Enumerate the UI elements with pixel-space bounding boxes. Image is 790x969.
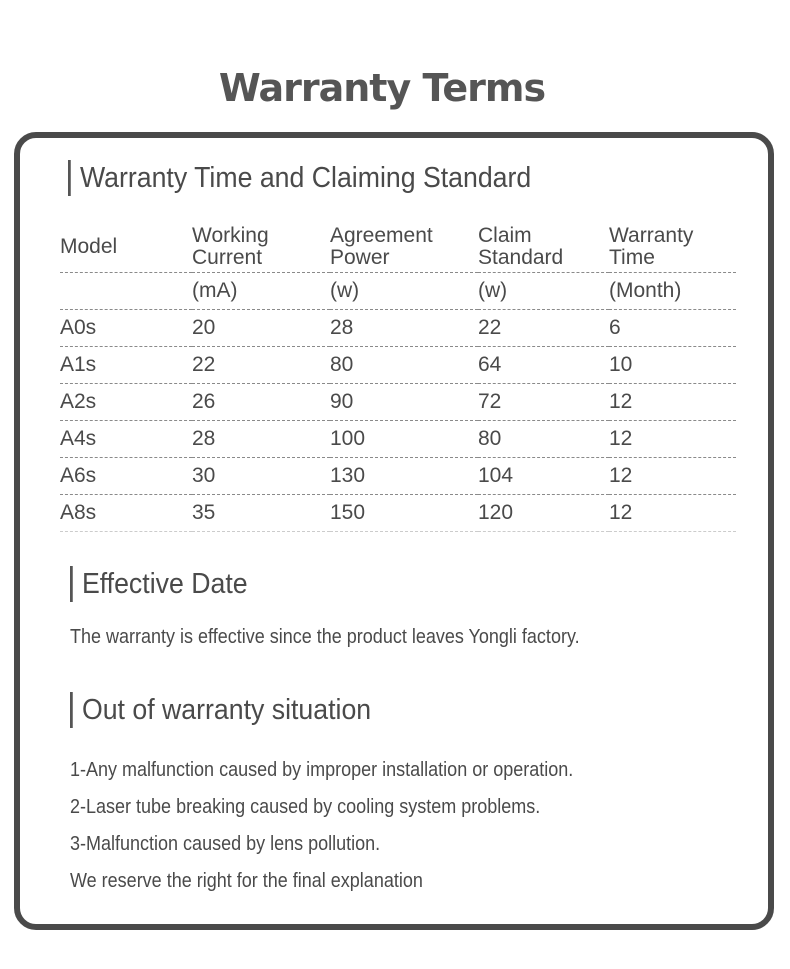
header-claim-standard: Claim Standard <box>478 222 609 273</box>
list-item: We reserve the right for the final explanation <box>70 870 423 892</box>
cell-warranty-time: 12 <box>609 458 736 495</box>
cell-working-current: 30 <box>192 458 330 495</box>
table-row <box>60 458 736 495</box>
table-row <box>60 310 736 347</box>
cell-agreement-power: 90 <box>330 384 478 421</box>
list-item: 1-Any malfunction caused by improper installation or operation. <box>70 759 574 781</box>
header-warranty-time: Warranty Time <box>609 222 736 273</box>
unit-agreement-power: (w) <box>330 273 478 310</box>
unit-working-current: (mA) <box>192 273 330 310</box>
cell-agreement-power: 150 <box>330 495 478 532</box>
unit-warranty-time: (Month) <box>609 273 736 310</box>
cell-working-current: 28 <box>192 421 330 458</box>
cell-model: A4s <box>60 421 192 458</box>
header-model: Model <box>60 222 192 273</box>
cell-working-current: 20 <box>192 310 330 347</box>
list-item: 2-Laser tube breaking caused by cooling system problems. <box>70 796 541 818</box>
unit-claim-standard: (w) <box>478 273 609 310</box>
cell-agreement-power: 100 <box>330 421 478 458</box>
cell-warranty-time: 10 <box>609 347 736 384</box>
list-item: 3-Malfunction caused by lens pollution. <box>70 833 381 855</box>
warranty-card <box>14 132 774 930</box>
cell-model: A1s <box>60 347 192 384</box>
cell-warranty-time: 12 <box>609 495 736 532</box>
cell-claim-standard: 22 <box>478 310 609 347</box>
cell-agreement-power: 28 <box>330 310 478 347</box>
cell-agreement-power: 80 <box>330 347 478 384</box>
section-heading-effective-date: Effective Date <box>70 566 248 602</box>
cell-agreement-power: 130 <box>330 458 478 495</box>
table-row <box>60 347 736 384</box>
table-row <box>60 421 736 458</box>
cell-claim-standard: 72 <box>478 384 609 421</box>
section-heading-standard: Warranty Time and Claiming Standard <box>68 160 531 196</box>
header-working-current: Working Current <box>192 222 330 273</box>
cell-claim-standard: 80 <box>478 421 609 458</box>
table-header-row <box>60 222 736 273</box>
table-row <box>60 495 736 532</box>
warranty-table <box>60 222 736 532</box>
cell-model: A2s <box>60 384 192 421</box>
cell-warranty-time: 12 <box>609 421 736 458</box>
cell-working-current: 26 <box>192 384 330 421</box>
header-agreement-power: Agreement Power <box>330 222 478 273</box>
page-title: Warranty Terms <box>218 66 546 110</box>
section-heading-out-of-warranty: Out of warranty situation <box>70 692 371 728</box>
cell-model: A8s <box>60 495 192 532</box>
table-row <box>60 384 736 421</box>
cell-model: A6s <box>60 458 192 495</box>
cell-claim-standard: 104 <box>478 458 609 495</box>
out-of-warranty-list <box>70 752 629 900</box>
cell-working-current: 35 <box>192 495 330 532</box>
cell-claim-standard: 120 <box>478 495 609 532</box>
cell-warranty-time: 12 <box>609 384 736 421</box>
cell-model: A0s <box>60 310 192 347</box>
unit-model <box>60 273 192 310</box>
cell-warranty-time: 6 <box>609 310 736 347</box>
cell-working-current: 22 <box>192 347 330 384</box>
table-unit-row <box>60 273 736 310</box>
effective-date-text: The warranty is effective since the product leaves Yongli factory. <box>70 626 580 648</box>
cell-claim-standard: 64 <box>478 347 609 384</box>
